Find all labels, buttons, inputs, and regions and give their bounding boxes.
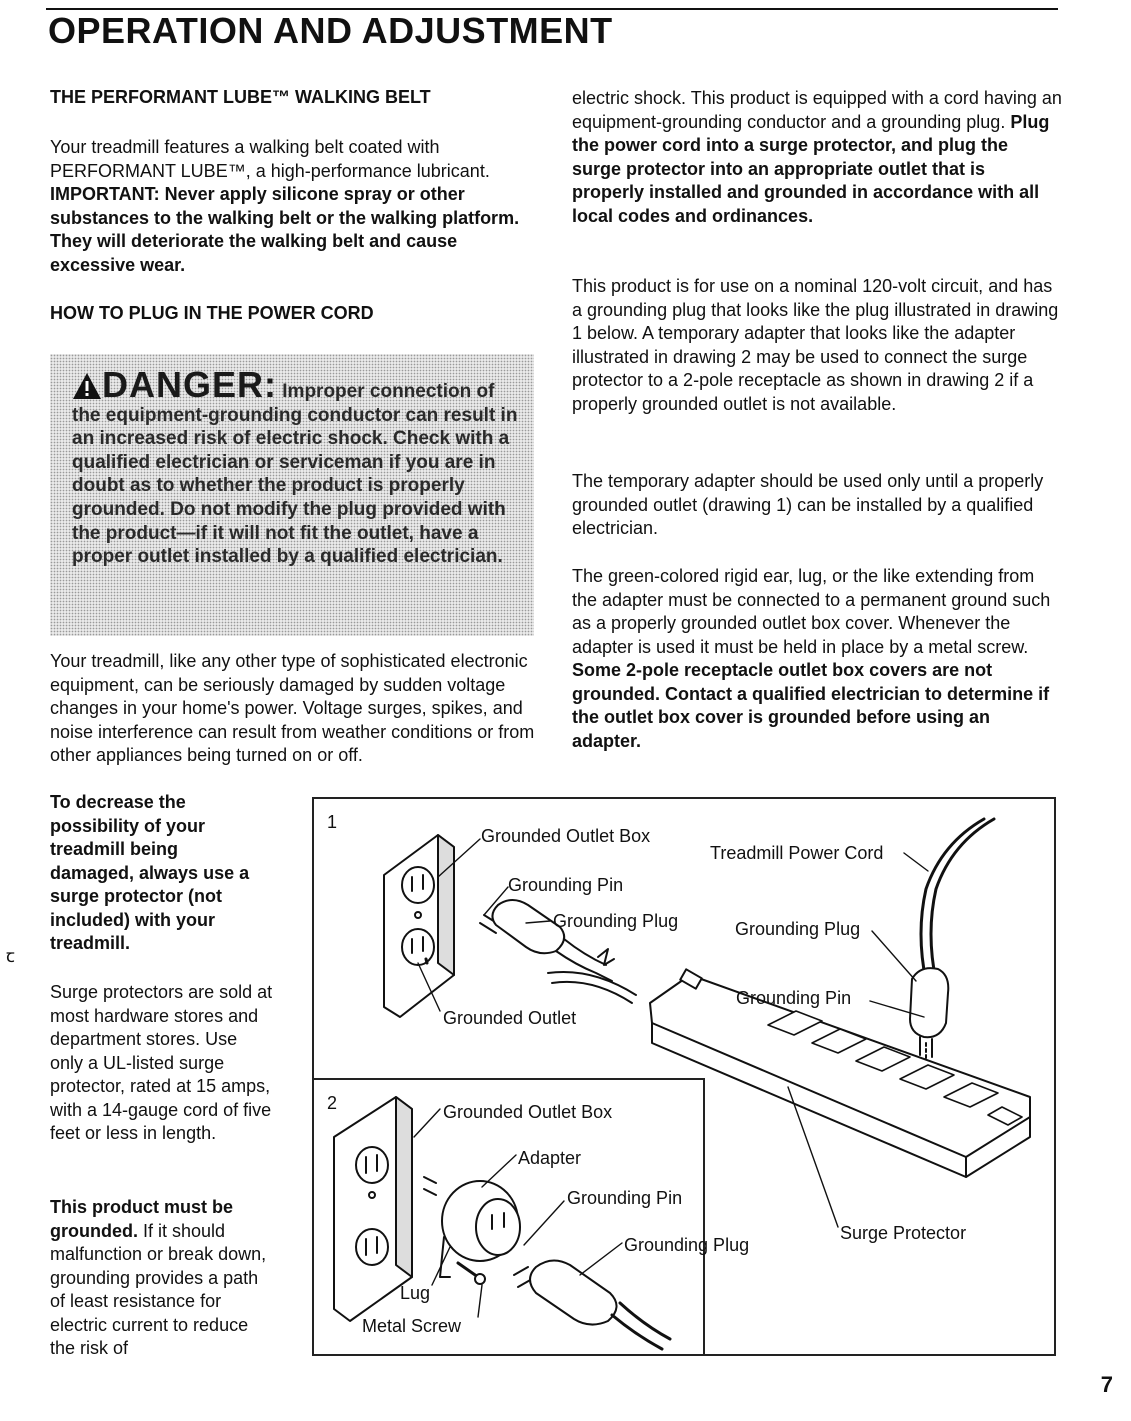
plug-diagram [312, 797, 1056, 1356]
label-d2-grounding-pin: Grounding Pin [567, 1188, 683, 1208]
label-d2-grounding-plug: Grounding Plug [624, 1235, 750, 1255]
adapter-grounding-plug-drawing [514, 1260, 670, 1349]
cord-paragraph [572, 87, 1062, 228]
label-grounded-outlet-box: Grounded Outlet Box [481, 826, 651, 846]
danger-label: DANGER: [102, 364, 277, 405]
treadmill-power-cord-drawing [910, 819, 994, 1067]
label-d2-grounded-outlet-box: Grounded Outlet Box [443, 1102, 613, 1122]
label-grounding-plug: Grounding Plug [553, 911, 679, 931]
section-heading-walking-belt: THE PERFORMANT LUBE™ WALKING BELT [50, 87, 431, 107]
surge-paragraph: Your treadmill, like any other type of sophisticated electronic equipment, can be seriously damaged by sudden voltage changes in your home's power. Voltage surges, spikes, and noise interference can result from weather conditions or from other appliances being turned on or off. [50, 651, 535, 765]
danger-text: Improper connection of the equipment-grounding conductor can result in an increased risk of electric shock. Check with a qualified electrician or serviceman if you are in doubt as to whether the product is properly grounded. Do not modify the plug provided with the product—if it will not fit the outlet, have a proper outlet installed by a qualified electrician. [72, 381, 518, 568]
grounded-outlet-drawing [384, 835, 454, 1017]
circuit-paragraph: This product is for use on a nominal 120-volt circuit, and has a grounding plug that looks like the plug illustrated in drawing 1 below. A temporary adapter that looks like the adapter illustrated in drawing 2 may be used to connect the surge protector to a 2-pole receptacle as shown in drawing 2 if a properly grounded outlet is not available. [572, 276, 1059, 414]
grounding-requirement: This product must be grounded. [50, 1197, 234, 1241]
drawing-1-number: 1 [327, 812, 338, 832]
page-number: 7 [1100, 1372, 1113, 1397]
metal-screw-drawing [458, 1263, 485, 1284]
cord-text: electric shock. This product is equipped with a cord having an equipment-grounding conductor and a grounding plug. [572, 88, 1062, 132]
adapter-temporary-paragraph: The temporary adapter should be used only until a properly grounded outlet (drawing 1) can be installed by a qualified electrician. [572, 471, 1044, 538]
label-metal-screw: Metal Screw [362, 1316, 462, 1336]
page-title: OPERATION AND ADJUSTMENT [48, 10, 613, 51]
ear-lug-text: The green-colored rigid ear, lug, or the like extending from the adapter must be connected to a permanent ground such as a properly grounded outlet box cover. Whenever the adapter is used it must be held in place by a metal screw. [572, 566, 1051, 657]
ear-lug-paragraph [572, 565, 1062, 753]
section-heading-power-cord: HOW TO PLUG IN THE POWER CORD [50, 303, 374, 323]
walking-belt-warning: IMPORTANT: Never apply silicone spray or other substances to the walking belt or the walking platform. They will deteriorate the walking belt and cause excessive wear. [50, 184, 520, 275]
label-grounding-pin: Grounding Pin [508, 875, 624, 895]
surge-sold-paragraph: Surge protectors are sold at most hardware stores and department stores. Use only a UL-listed surge protector, rated at 15 amps, with a 14-gauge cord of five feet or less in length. [50, 982, 273, 1143]
cord-instruction: Plug the power cord into a surge protector, and plug the surge protector into an appropriate outlet that is properly installed and grounded in accordance with all local codes and ordinances. [572, 111, 1050, 226]
adapter-drawing [424, 1177, 520, 1277]
grounding-explanation: If it should malfunction or break down, grounding provides a path of least resistance for electric current to reduce the risk of [50, 1220, 267, 1358]
warning-triangle-icon [72, 372, 102, 400]
walking-belt-paragraph [50, 136, 545, 277]
surge-protector-advice: To decrease the possibility of your treadmill being damaged, always use a surge protector (not included) with your treadmill. [50, 792, 250, 953]
label-grounded-outlet: Grounded Outlet [443, 1008, 577, 1028]
label-treadmill-power-cord: Treadmill Power Cord [710, 843, 884, 863]
margin-mark: ꞇ [6, 946, 15, 966]
walking-belt-text: Your treadmill features a walking belt coated with PERFORMANT LUBE™, a high-performance lubricant. [50, 137, 490, 181]
label-adapter: Adapter [518, 1148, 582, 1168]
label-surge-protector: Surge Protector [840, 1223, 967, 1243]
label-surge-grounding-plug: Grounding Plug [735, 919, 861, 939]
label-lug: Lug [400, 1283, 431, 1303]
label-surge-grounding-pin: Grounding Pin [736, 988, 852, 1008]
danger-warning [72, 364, 524, 569]
grounding-paragraph [50, 1196, 275, 1361]
ear-lug-warning: Some 2-pole receptacle outlet box covers are not grounded. Contact a qualified electrician to determine if the outlet box cover is grounded before using an adapter. [572, 660, 1050, 751]
drawing-2-number: 2 [327, 1093, 338, 1113]
